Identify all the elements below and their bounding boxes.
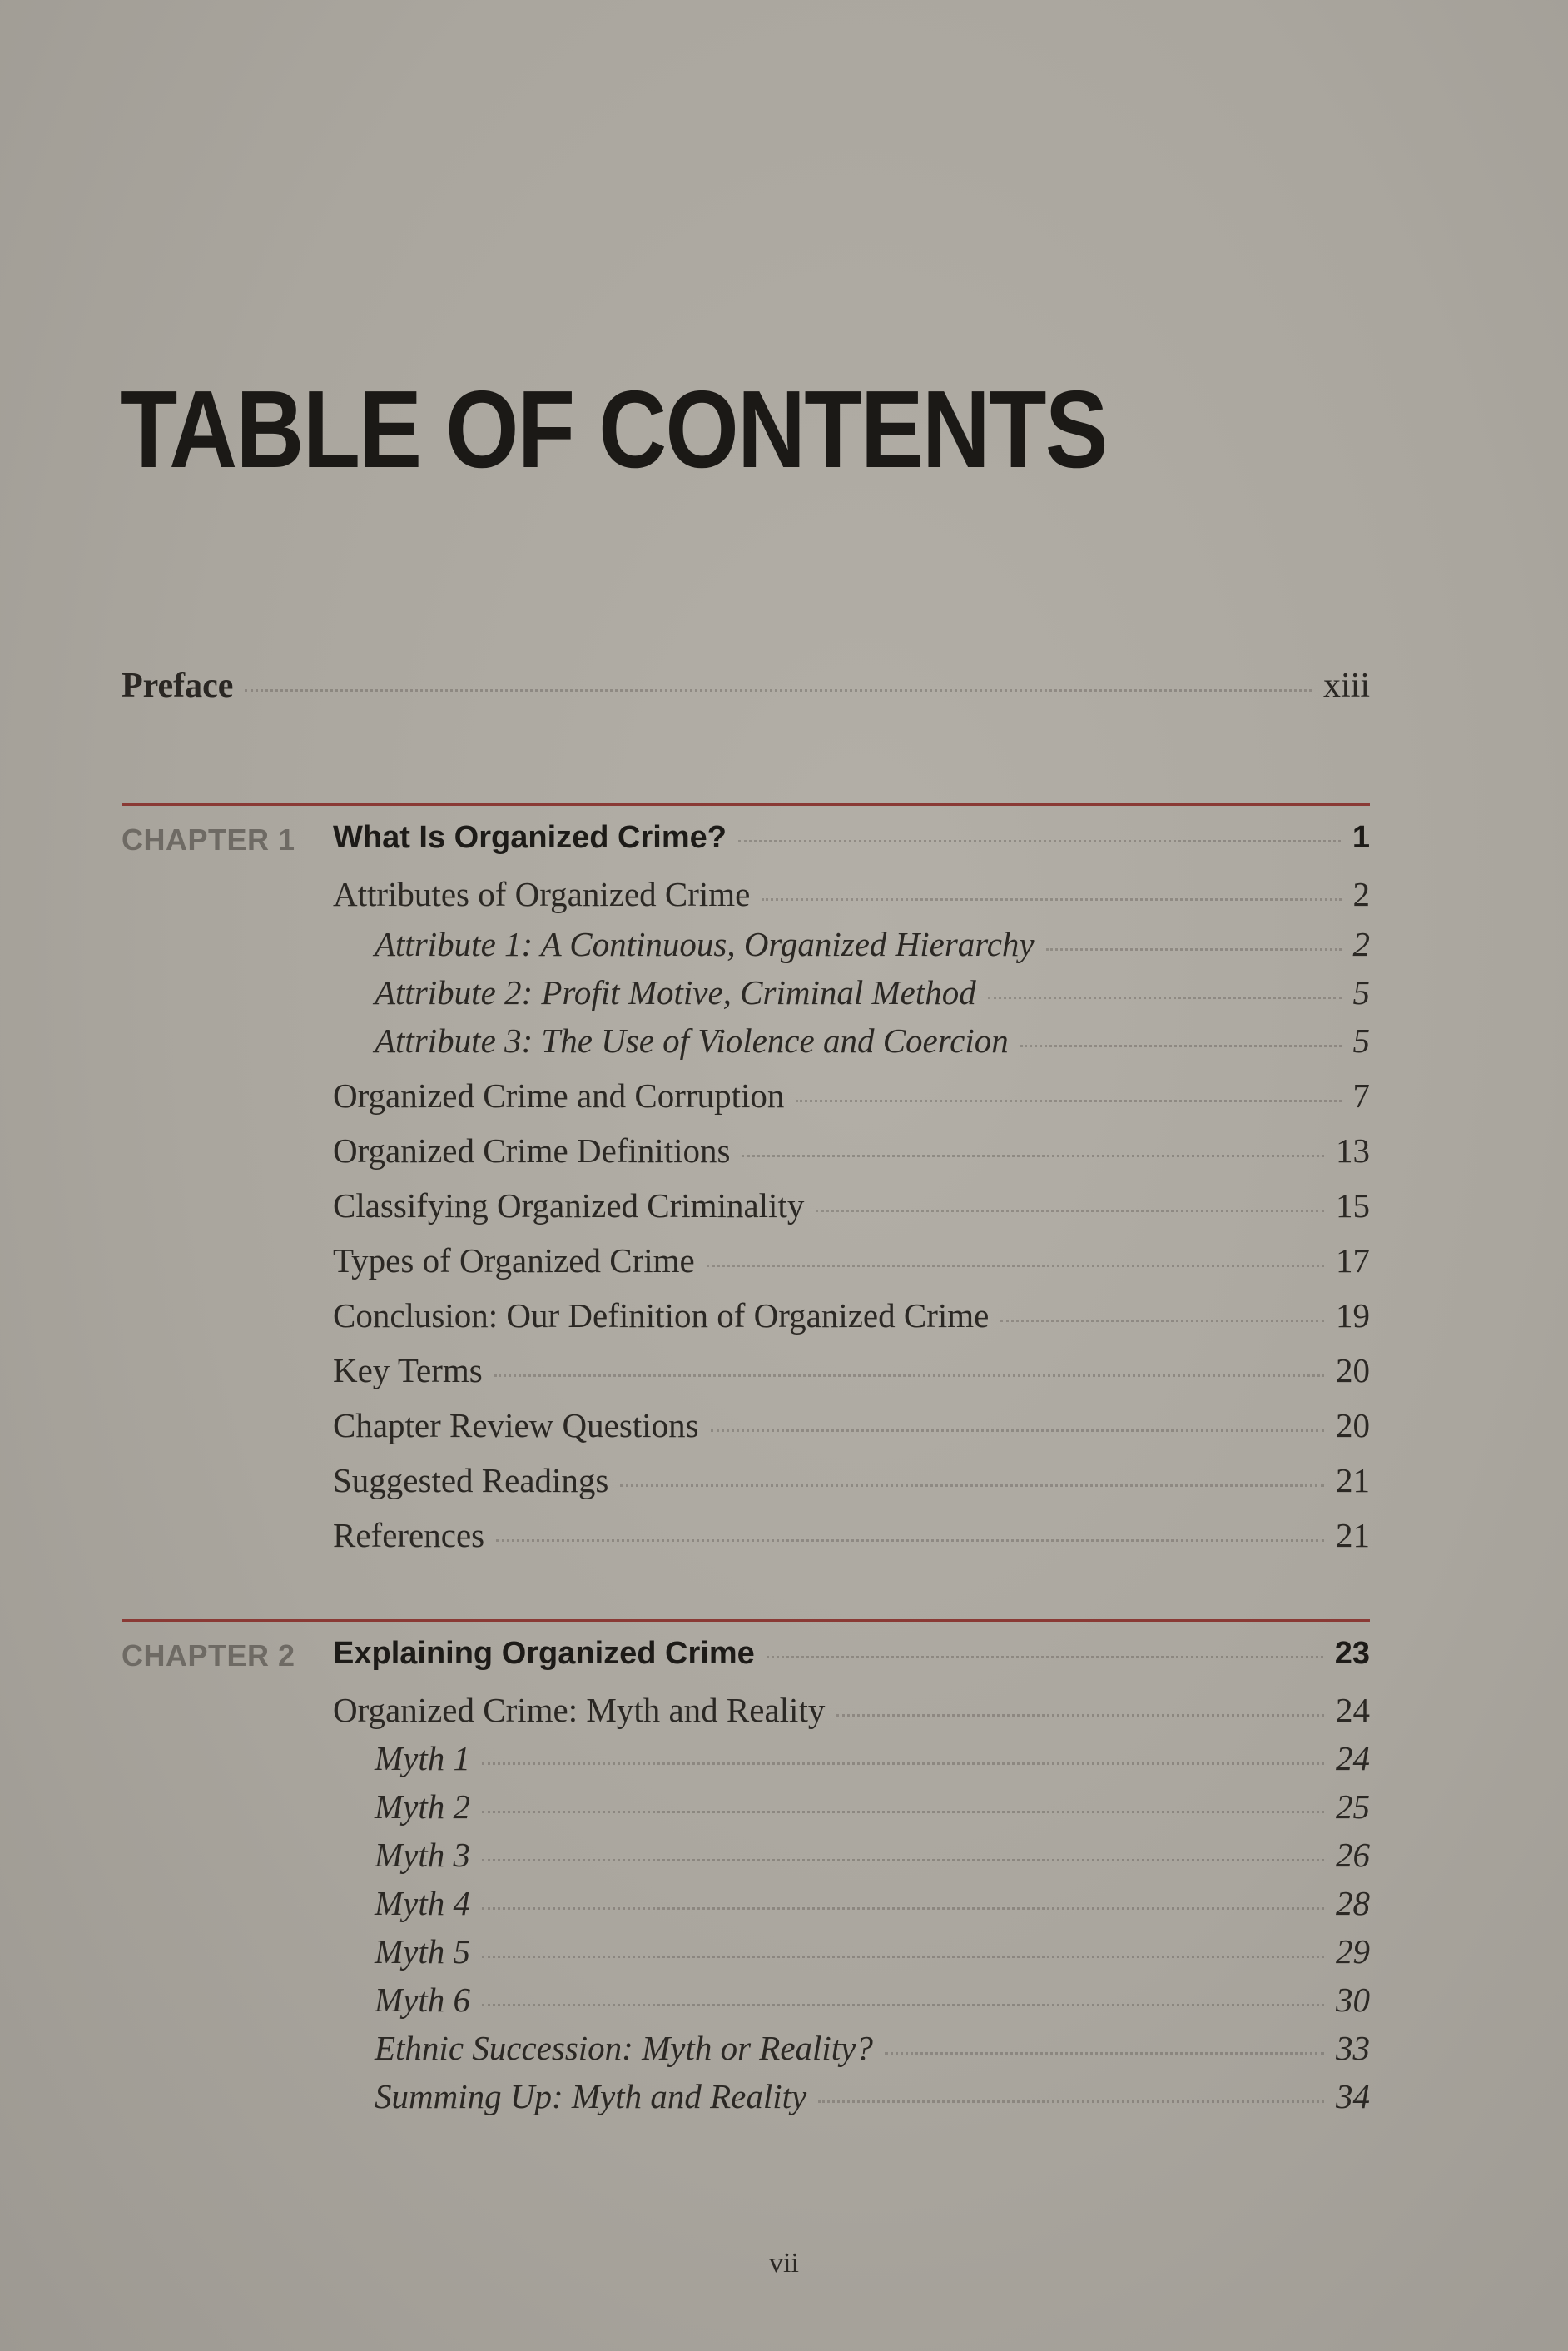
chapter-title: Explaining Organized Crime bbox=[333, 1636, 755, 1671]
toc-entry-page: 20 bbox=[1336, 1406, 1370, 1444]
toc-entry-page: 15 bbox=[1336, 1186, 1370, 1225]
chapter-label: CHAPTER 1 bbox=[122, 823, 295, 857]
toc-entry-text: Myth 5 bbox=[375, 1932, 470, 1971]
toc-entry-page: 2 bbox=[1352, 925, 1370, 963]
dot-leader bbox=[482, 1811, 1324, 1813]
dot-leader bbox=[796, 1100, 1341, 1102]
dot-leader bbox=[494, 1374, 1324, 1377]
toc-entry-text: Ethnic Succession: Myth or Reality? bbox=[375, 2029, 873, 2067]
toc-entry bbox=[333, 1460, 1370, 1500]
toc-entry-text: Attribute 2: Profit Motive, Criminal Method bbox=[375, 973, 976, 1011]
chapter-divider-rule bbox=[122, 803, 1370, 806]
toc-entry-text: Key Terms bbox=[333, 1351, 483, 1389]
dot-leader bbox=[1046, 948, 1342, 951]
toc-entry bbox=[333, 874, 1370, 914]
toc-subentry bbox=[375, 2028, 1370, 2068]
dot-leader bbox=[482, 1907, 1324, 1910]
dot-leader bbox=[836, 1714, 1324, 1717]
dot-leader bbox=[885, 2052, 1324, 2055]
toc-entry-page: 34 bbox=[1336, 2077, 1370, 2115]
dot-leader bbox=[738, 840, 1341, 842]
toc-entry-text: Organized Crime: Myth and Reality bbox=[333, 1691, 826, 1729]
toc-entry-page: 28 bbox=[1336, 1884, 1370, 1922]
toc-entry-text: Attributes of Organized Crime bbox=[333, 875, 751, 913]
toc-entry-text: Suggested Readings bbox=[333, 1461, 609, 1499]
page-title: TABLE OF CONTENTS bbox=[120, 368, 1107, 490]
toc-entry-text: Myth 2 bbox=[375, 1787, 470, 1826]
toc-entry-preface bbox=[122, 666, 1370, 706]
toc-entry-text: Organized Crime and Corruption bbox=[333, 1076, 785, 1115]
toc-entry-page: 29 bbox=[1336, 1932, 1370, 1971]
dot-leader bbox=[620, 1484, 1324, 1487]
toc-entry-label: Preface bbox=[122, 667, 234, 705]
toc-entry bbox=[333, 1350, 1370, 1390]
toc-entry-page: 21 bbox=[1336, 1461, 1370, 1499]
toc-entry bbox=[333, 1690, 1370, 1730]
toc-subentry bbox=[375, 1980, 1370, 2020]
chapter-title-row bbox=[333, 1636, 1370, 1672]
page-number: vii bbox=[769, 2248, 799, 2279]
toc-entry bbox=[333, 1295, 1370, 1335]
dot-leader bbox=[988, 997, 1342, 999]
toc-entry-page: 2 bbox=[1352, 875, 1370, 913]
toc-subentry bbox=[375, 924, 1370, 964]
dot-leader bbox=[1000, 1320, 1324, 1322]
chapter-title-row bbox=[333, 820, 1370, 856]
toc-entry-page: 7 bbox=[1352, 1076, 1370, 1115]
toc-entry-text: Classifying Organized Criminality bbox=[333, 1186, 805, 1225]
toc-subentry bbox=[375, 972, 1370, 1012]
toc-subentry bbox=[375, 1835, 1370, 1875]
toc-entry bbox=[333, 1076, 1370, 1116]
chapter-page: 1 bbox=[1352, 820, 1370, 855]
dot-leader bbox=[482, 2004, 1324, 2006]
toc-entry-text: References bbox=[333, 1516, 485, 1554]
dot-leader bbox=[482, 1956, 1324, 1958]
toc-entry-page: 24 bbox=[1336, 1691, 1370, 1729]
toc-entry-text: Organized Crime Definitions bbox=[333, 1131, 731, 1170]
toc-entry bbox=[333, 1515, 1370, 1555]
toc-entry-text: Myth 3 bbox=[375, 1836, 470, 1874]
toc-entry bbox=[333, 1240, 1370, 1280]
toc-subentry bbox=[375, 1883, 1370, 1923]
dot-leader bbox=[711, 1429, 1324, 1432]
toc-entry-text: Attribute 3: The Use of Violence and Coercion bbox=[375, 1021, 1009, 1060]
toc-entry-page: xiii bbox=[1322, 667, 1370, 705]
toc-entry-page: 25 bbox=[1336, 1787, 1370, 1826]
toc-entry-page: 5 bbox=[1352, 973, 1370, 1011]
toc-entry bbox=[333, 1131, 1370, 1171]
dot-leader bbox=[482, 1762, 1324, 1765]
toc-entry-page: 19 bbox=[1336, 1296, 1370, 1335]
dot-leader bbox=[1020, 1045, 1342, 1047]
toc-entry-text: Summing Up: Myth and Reality bbox=[375, 2077, 807, 2115]
chapter-label: CHAPTER 2 bbox=[122, 1638, 295, 1673]
toc-entry-page: 33 bbox=[1336, 2029, 1370, 2067]
toc-subentry bbox=[375, 1738, 1370, 1778]
toc-entry-text: Myth 6 bbox=[375, 1981, 470, 2019]
toc-entry-text: Conclusion: Our Definition of Organized Crime bbox=[333, 1296, 990, 1335]
dot-leader bbox=[707, 1265, 1324, 1267]
chapter-title: What Is Organized Crime? bbox=[333, 820, 727, 855]
toc-entry-page: 13 bbox=[1336, 1131, 1370, 1170]
toc-entry-text: Myth 4 bbox=[375, 1884, 470, 1922]
toc-entry-page: 30 bbox=[1336, 1981, 1370, 2019]
dot-leader bbox=[482, 1859, 1324, 1861]
toc-subentry bbox=[375, 1787, 1370, 1827]
dot-leader bbox=[742, 1155, 1324, 1157]
dot-leader bbox=[767, 1656, 1323, 1658]
toc-subentry bbox=[375, 1021, 1370, 1061]
toc-entry-page: 17 bbox=[1336, 1241, 1370, 1280]
toc-entry-text: Types of Organized Crime bbox=[333, 1241, 695, 1280]
toc-entry-text: Myth 1 bbox=[375, 1739, 470, 1777]
toc-entry-page: 21 bbox=[1336, 1516, 1370, 1554]
toc-entry-page: 24 bbox=[1336, 1739, 1370, 1777]
dot-leader bbox=[816, 1210, 1324, 1212]
chapter-divider-rule bbox=[122, 1619, 1370, 1622]
toc-entry-page: 20 bbox=[1336, 1351, 1370, 1389]
toc-entry-page: 5 bbox=[1352, 1021, 1370, 1060]
dot-leader bbox=[245, 689, 1312, 692]
dot-leader bbox=[762, 898, 1341, 901]
dot-leader bbox=[818, 2100, 1324, 2103]
dot-leader bbox=[496, 1539, 1324, 1542]
toc-subentry bbox=[375, 1931, 1370, 1971]
toc-entry-text: Attribute 1: A Continuous, Organized Hierarchy bbox=[375, 925, 1035, 963]
chapter-page: 23 bbox=[1334, 1636, 1370, 1671]
toc-entry bbox=[333, 1185, 1370, 1225]
toc-subentry bbox=[375, 2076, 1370, 2116]
toc-entry-page: 26 bbox=[1336, 1836, 1370, 1874]
toc-entry-text: Chapter Review Questions bbox=[333, 1406, 699, 1444]
toc-entry bbox=[333, 1405, 1370, 1445]
